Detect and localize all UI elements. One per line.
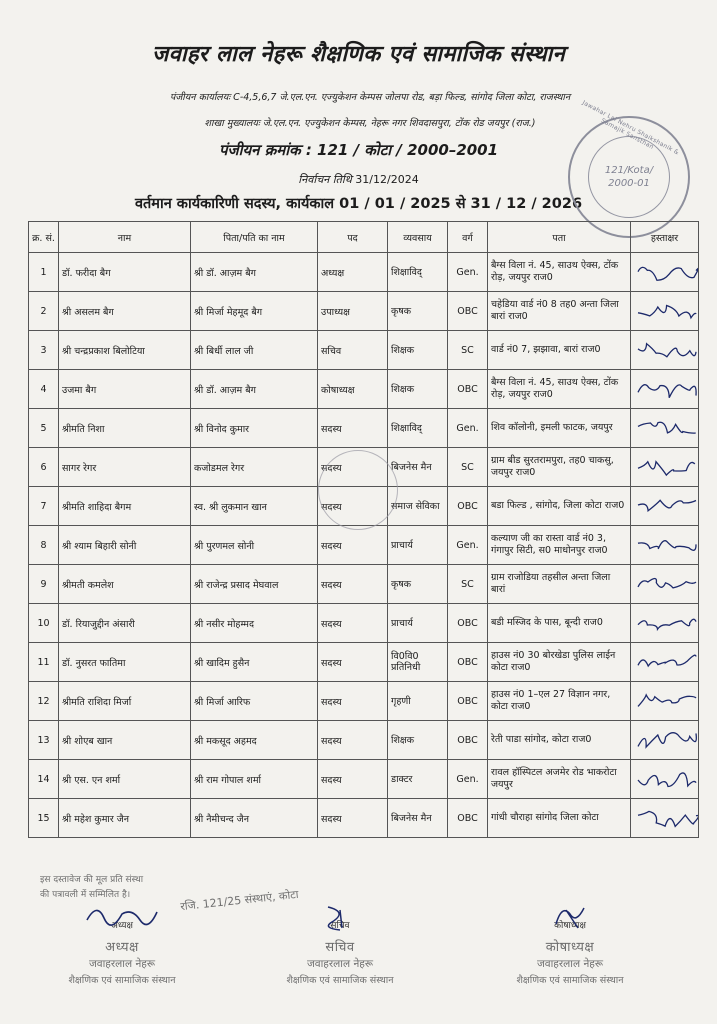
cell-category: SC: [448, 565, 488, 604]
president-stamp-title: अध्यक्ष: [105, 940, 139, 955]
table-row: [29, 721, 699, 760]
cell-sn: 11: [29, 643, 59, 682]
cell-category: Gen.: [448, 253, 488, 292]
cell-signature: [631, 448, 699, 487]
cell-category: OBC: [448, 721, 488, 760]
cell-name: श्री चन्द्रप्रकाश बिलोटिया: [59, 331, 191, 370]
member-signature: [634, 727, 699, 753]
treasurer-stamp-org-2: शैक्षणिक एवं सामाजिक संस्थान: [516, 975, 624, 986]
table-row: [29, 682, 699, 721]
cell-sn: 12: [29, 682, 59, 721]
secretary-signature: [318, 902, 362, 932]
signature-stroke: [638, 422, 696, 433]
president-stamp-org-2: शैक्षणिक एवं सामाजिक संस्थान: [68, 975, 176, 986]
cell-occupation: गृहणी: [388, 682, 448, 721]
cell-signature: [631, 799, 699, 838]
cell-post: सदस्य: [318, 721, 388, 760]
cell-sn: 5: [29, 409, 59, 448]
signature-stroke: [638, 655, 696, 666]
signature-stroke: [638, 773, 696, 787]
member-signature: [634, 610, 699, 636]
cell-signature: [631, 643, 699, 682]
cell-sn: 6: [29, 448, 59, 487]
cell-occupation: बिजनेस मैन: [388, 448, 448, 487]
cell-post: सदस्य: [318, 409, 388, 448]
member-signature: [634, 415, 699, 441]
cell-sn: 7: [29, 487, 59, 526]
column-header: पिता/पति का नाम: [191, 222, 318, 253]
cell-address: हाउस नं0 1–एल 27 विज्ञान नगर, कोटा राज0: [488, 682, 631, 721]
seal-line-2: 2000-01: [608, 178, 650, 189]
signature-stroke: [638, 462, 695, 475]
table-row: [29, 331, 699, 370]
cell-signature: [631, 721, 699, 760]
cell-address: बैग्स विला नं. 45, साउथ ऐक्स, टोंक रोड़, जयपुर राज0: [488, 253, 631, 292]
cell-category: OBC: [448, 682, 488, 721]
executive-committee-heading: वर्तमान कार्यकारिणी सदस्य, कार्यकाल 01 / 01 / 2025 से 31 / 12 / 2026: [134, 196, 583, 212]
table-row: [29, 760, 699, 799]
cell-address: बडा फिल्ड , सांगोद, जिला कोटा राज0: [488, 487, 631, 526]
column-header: पता: [488, 222, 631, 253]
cell-signature: [631, 565, 699, 604]
cell-father: श्री बिर्धी लाल जी: [191, 331, 318, 370]
cell-signature: [631, 526, 699, 565]
cell-signature: [631, 253, 699, 292]
table-row: [29, 253, 699, 292]
table-row: [29, 604, 699, 643]
cell-occupation: कृषक: [388, 292, 448, 331]
cell-father: श्री मिर्जा आरिफ: [191, 682, 318, 721]
member-signature: [634, 259, 699, 285]
cell-father: श्री मिर्जा मेहमूद बैग: [191, 292, 318, 331]
member-signature: [634, 766, 699, 792]
table-row: [29, 799, 699, 838]
cell-sn: 9: [29, 565, 59, 604]
member-signature: [634, 493, 699, 519]
member-signature: [634, 688, 699, 714]
cell-father: श्री डॉ. आज़म बैग: [191, 253, 318, 292]
secretary-stamp-org-2: शैक्षणिक एवं सामाजिक संस्थान: [286, 975, 394, 986]
seal-line-1: 121/Kota/: [604, 165, 654, 176]
signature-stroke: [638, 733, 696, 747]
cell-category: Gen.: [448, 760, 488, 799]
cell-address: चहेडिया वार्ड नं0 8 तह0 अन्ता जिला बारां राज0: [488, 292, 631, 331]
cell-father: श्री मकसूद अहमद: [191, 721, 318, 760]
treasurer-role: कोषाध्यक्ष: [554, 921, 586, 931]
cell-post: सदस्य: [318, 604, 388, 643]
cell-name: श्रीमति निशा: [59, 409, 191, 448]
cell-address: बडी मस्जिद के पास, बून्दी राज0: [488, 604, 631, 643]
cell-sn: 4: [29, 370, 59, 409]
signature-stroke: [638, 500, 696, 511]
cell-address: रेती पाडा सांगोद, कोटा राज0: [488, 721, 631, 760]
cell-category: OBC: [448, 292, 488, 331]
cell-name: श्रीमति राशिदा मिर्जा: [59, 682, 191, 721]
cell-father: श्री राजेन्द्र प्रसाद मेघवाल: [191, 565, 318, 604]
cell-father: श्री विनोद कुमार: [191, 409, 318, 448]
registration-seal: [568, 99, 690, 238]
cell-signature: [631, 487, 699, 526]
table-row: [29, 643, 699, 682]
cell-post: सदस्य: [318, 682, 388, 721]
secretary-role: सचिव: [330, 921, 350, 931]
cell-name: उजमा बैग: [59, 370, 191, 409]
treasurer-signature: [548, 900, 592, 930]
election-date-label: निर्वाचन तिथि: [298, 173, 352, 186]
cell-father: श्री नसीर मोहम्मद: [191, 604, 318, 643]
note-line-2: की पत्रावली में सम्मिलित है।: [40, 890, 131, 900]
cell-name: डॉ. नुसरत फातिमा: [59, 643, 191, 682]
cell-sn: 1: [29, 253, 59, 292]
cell-post: सदस्य: [318, 565, 388, 604]
column-header: क्र. सं.: [29, 222, 59, 253]
cell-signature: [631, 760, 699, 799]
cell-father: श्री राम गोपाल शर्मा: [191, 760, 318, 799]
note-line-1: इस दस्तावेज की मूल प्रति संस्था: [40, 875, 144, 885]
cell-signature: [631, 682, 699, 721]
cell-post: सदस्य: [318, 487, 388, 526]
column-header: व्यवसाय: [388, 222, 448, 253]
member-signature: [634, 532, 699, 558]
treasurer-stamp-org: जवाहरलाल नेहरू: [536, 958, 604, 970]
cell-name: सागर रेगर: [59, 448, 191, 487]
footer-president: [22, 900, 222, 986]
cell-sn: 3: [29, 331, 59, 370]
cell-category: SC: [448, 331, 488, 370]
member-signature: [634, 649, 699, 675]
footer-secretary: [240, 900, 440, 986]
signature-stroke: [638, 695, 696, 707]
table-row: [29, 526, 699, 565]
election-date-value: 31/12/2024: [355, 173, 419, 186]
table-row: [29, 292, 699, 331]
column-header: पद: [318, 222, 388, 253]
treasurer-stamp-title: कोषाध्यक्ष: [545, 940, 595, 955]
table-row: [29, 409, 699, 448]
cell-post: सचिव: [318, 331, 388, 370]
cell-occupation: प्राचार्य: [388, 526, 448, 565]
cell-sn: 13: [29, 721, 59, 760]
cell-category: OBC: [448, 643, 488, 682]
cell-category: Gen.: [448, 526, 488, 565]
member-signature: [634, 454, 699, 480]
member-signature: [634, 298, 699, 324]
table-row: [29, 565, 699, 604]
cell-sn: 8: [29, 526, 59, 565]
column-header: नाम: [59, 222, 191, 253]
cell-father: स्व. श्री लुकमान खान: [191, 487, 318, 526]
cell-post: उपाध्यक्ष: [318, 292, 388, 331]
footer-treasurer: [470, 900, 670, 986]
column-header: वर्ग: [448, 222, 488, 253]
cell-sn: 2: [29, 292, 59, 331]
cell-occupation: डाक्टर: [388, 760, 448, 799]
cell-father: कजोडमल रेगर: [191, 448, 318, 487]
cell-category: OBC: [448, 370, 488, 409]
president-signature: [82, 900, 162, 930]
registrar-stamp: रजि. 121/25 संस्थाएं, कोटा: [179, 887, 300, 914]
cell-category: OBC: [448, 487, 488, 526]
registered-office-address: पंजीयन कार्यालयः C-4,5,6,7 जे.एल.एन. एज्युकेशन केम्पस जोलपा रोड, बड़ा फिल्ड, सांगोद जिला कोटा, राजस्थान: [169, 92, 571, 103]
cell-occupation: शिक्षाविद्: [388, 253, 448, 292]
signature-stroke: [638, 619, 696, 629]
cell-post: सदस्य: [318, 760, 388, 799]
cell-address: बैग्स विला नं. 45, साउथ ऐक्स, टोंक रोड़, जयपुर राज0: [488, 370, 631, 409]
table-body: [29, 253, 699, 838]
cell-father: श्री पुरणमल सोनी: [191, 526, 318, 565]
member-signature: [634, 376, 699, 402]
cell-father: श्री खादिम हुसैन: [191, 643, 318, 682]
cell-occupation: प्राचार्य: [388, 604, 448, 643]
table-header-row: [29, 222, 699, 253]
institution-title: जवाहर लाल नेहरू शैक्षणिक एवं सामाजिक संस्थान: [151, 42, 566, 67]
cell-address: ग्राम बीड सुरतरामपुरा, तह0 चाकसु, जयपुर राज0: [488, 448, 631, 487]
signature-stroke: [638, 306, 696, 318]
cell-post: कोषाध्यक्ष: [318, 370, 388, 409]
cell-occupation: बिजनेस मैन: [388, 799, 448, 838]
cell-category: OBC: [448, 799, 488, 838]
cell-name: श्री असलम बैग: [59, 292, 191, 331]
cell-address: रावल हॉस्पिटल अजमेर रोड भाकरोटा जयपुर: [488, 760, 631, 799]
president-stamp-org: जवाहरलाल नेहरू: [88, 958, 156, 970]
cell-occupation: समाज सेविका: [388, 487, 448, 526]
cell-name: श्री शोएब खान: [59, 721, 191, 760]
cell-address: शिव कॉलोनी, इमली फाटक, जयपुर: [488, 409, 631, 448]
cell-name: श्रीमती कमलेश: [59, 565, 191, 604]
cell-signature: [631, 370, 699, 409]
member-signature: [634, 805, 699, 831]
cell-name: श्री श्याम बिहारी सोनी: [59, 526, 191, 565]
president-role: अध्यक्ष: [111, 921, 133, 931]
cell-occupation: वि0वि0 प्रतिनिधी: [388, 643, 448, 682]
cell-address: कल्याण जी का रास्ता वार्ड नं0 3, गंगापुर सिटी, स0 माधोनपुर राज0: [488, 526, 631, 565]
member-signature: [634, 571, 699, 597]
cell-post: सदस्य: [318, 448, 388, 487]
cell-address: वार्ड नं0 7, झझावा, बारां राज0: [488, 331, 631, 370]
cell-name: श्रीमति शाहिदा बैगम: [59, 487, 191, 526]
signature-stroke: [638, 811, 699, 826]
cell-occupation: शिक्षक: [388, 370, 448, 409]
cell-name: डॉ. फरीदा बैग: [59, 253, 191, 292]
cell-father: श्री नैमीचन्द जैन: [191, 799, 318, 838]
cell-signature: [631, 409, 699, 448]
cell-address: हाउस नं0 30 बोरखेडा पुलिस लाईन कोटा राज0: [488, 643, 631, 682]
cell-sn: 14: [29, 760, 59, 799]
cell-name: श्री महेश कुमार जैन: [59, 799, 191, 838]
faint-circular-stamp: [318, 450, 398, 530]
cell-name: श्री एस. एन शर्मा: [59, 760, 191, 799]
cell-address: गांधी चौराहा सांगोद जिला कोटा: [488, 799, 631, 838]
secretary-stamp-title: सचिव: [325, 940, 355, 955]
signature-stroke: [638, 578, 696, 587]
signature-stroke: [638, 344, 696, 357]
cell-post: सदस्य: [318, 526, 388, 565]
cell-category: Gen.: [448, 409, 488, 448]
cell-occupation: कृषक: [388, 565, 448, 604]
cell-category: OBC: [448, 604, 488, 643]
cell-signature: [631, 331, 699, 370]
cell-sn: 10: [29, 604, 59, 643]
table-row: [29, 370, 699, 409]
cell-occupation: शिक्षक: [388, 721, 448, 760]
cell-address: ग्राम राजोडिया तहसील अन्ता जिला बारां: [488, 565, 631, 604]
cell-signature: [631, 604, 699, 643]
cell-occupation: शिक्षाविद्: [388, 409, 448, 448]
cell-post: अध्यक्ष: [318, 253, 388, 292]
cell-father: श्री डॉ. आज़म बैग: [191, 370, 318, 409]
cell-signature: [631, 292, 699, 331]
cell-post: सदस्य: [318, 643, 388, 682]
signature-stroke: [638, 267, 699, 280]
secretary-stamp-org: जवाहरलाल नेहरू: [306, 958, 374, 970]
cell-category: SC: [448, 448, 488, 487]
cell-occupation: शिक्षक: [388, 331, 448, 370]
cell-post: सदस्य: [318, 799, 388, 838]
signature-stroke: [638, 541, 696, 551]
registration-number: पंजीयन क्रमांक : 121 / कोटा / 2000–2001: [218, 141, 499, 159]
member-signature: [634, 337, 699, 363]
cell-sn: 15: [29, 799, 59, 838]
cell-name: डॉ. रियाजुद्दीन अंसारी: [59, 604, 191, 643]
branch-office-address: शाखा मुख्यालयः जे.एल.एन. एज्युकेशन केम्पस, नेहरू नगर शिवदासपुरा, टोंक रोड जयपुर (राज.): [204, 118, 536, 129]
column-header: हस्ताक्षर: [631, 222, 699, 253]
seal-ring-text: Jawahar Lal Nehru Shaikshanik & Samajik Sansthan: [581, 99, 681, 157]
signature-stroke: [638, 385, 696, 398]
